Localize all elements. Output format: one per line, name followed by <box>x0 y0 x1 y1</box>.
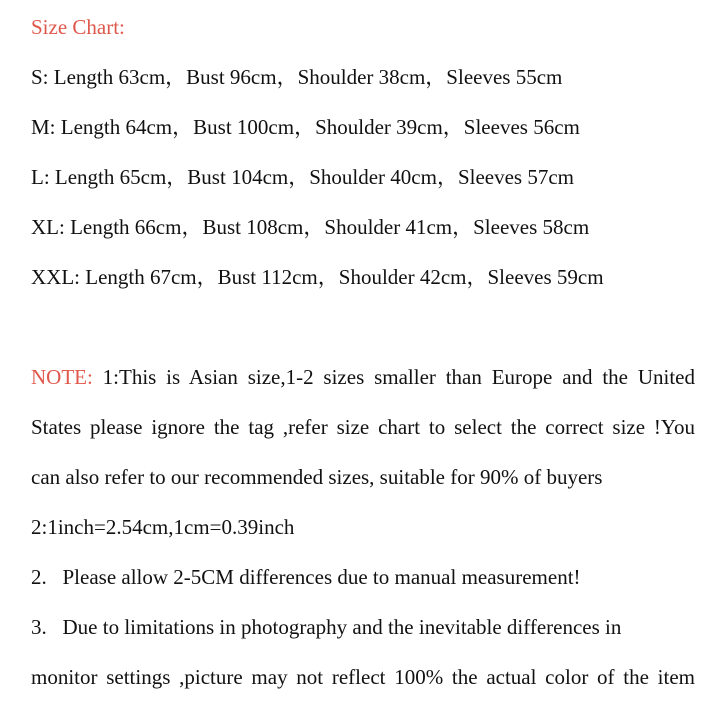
note-text-1: 1:This is Asian size,1-2 sizes smaller than Europe and the United <box>102 365 695 389</box>
note-line-1 <box>31 367 695 388</box>
size-chart-title: Size Chart: <box>31 15 125 39</box>
note-line-6: 3. Due to limitations in photography and the inevitable differences in <box>31 615 622 639</box>
note-label: NOTE: <box>31 365 93 389</box>
size-row-xxl: XXL: Length 67cm，Bust 112cm，Shoulder 42cm，Sleeves 59cm <box>31 265 604 289</box>
note-line-4: 2:1inch=2.54cm,1cm=0.39inch <box>31 515 295 539</box>
size-row-s: S: Length 63cm，Bust 96cm，Shoulder 38cm，Sleeves 55cm <box>31 65 563 89</box>
size-row-xl: XL: Length 66cm，Bust 108cm，Shoulder 41cm，Sleeves 58cm <box>31 215 590 239</box>
note-line-2: States please ignore the tag ,refer size chart to select the correct size !You <box>31 415 695 439</box>
note-line-3: can also refer to our recommended sizes, suitable for 90% of buyers <box>31 465 603 489</box>
note-line-7: monitor settings ,picture may not reflect 100% the actual color of the item <box>31 665 695 689</box>
size-row-m: M: Length 64cm，Bust 100cm，Shoulder 39cm，Sleeves 56cm <box>31 115 580 139</box>
size-row-l: L: Length 65cm，Bust 104cm，Shoulder 40cm，Sleeves 57cm <box>31 165 575 189</box>
note-line-5: 2. Please allow 2-5CM differences due to manual measurement! <box>31 565 581 589</box>
